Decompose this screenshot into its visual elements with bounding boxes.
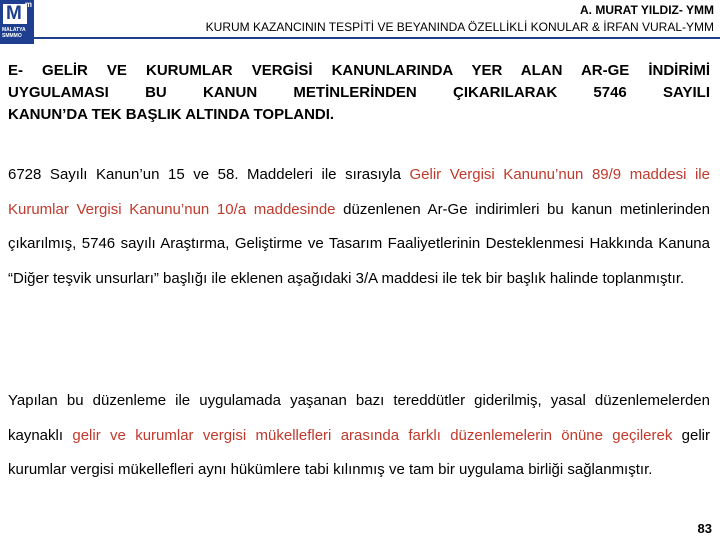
paragraph-1-text-c: başlığı ile eklenen aşağıdaki 3/A maddesi ile tek bir başlık halinde toplanmıştır. [158,269,685,287]
page-number: 83 [697,521,712,536]
paragraph-1-highlight: Gelir Vergisi Kanunu’nun 89/9 maddesi ile Kurumlar Vergisi Kanunu’nun 10/a maddesinde [8,166,710,218]
title-line-1: E- GELİR VE KURUMLAR VERGİSİ KANUNLARINDA YER ALAN AR-GE İNDİRİMİ [8,62,710,79]
logo-sup: m [24,0,32,9]
logo-letter [3,4,27,24]
header-divider [34,37,720,39]
paragraph-2-highlight: gelir ve kurumlar vergisi mükellefleri arasında farklı düzenlemelerin önüne geçilerek [72,426,673,444]
header-subtitle: KURUM KAZANCININ TESPİTİ VE BEYANINDA ÖZELLİKLİ KONULAR & İRFAN VURAL-YMM [205,20,714,34]
paragraph-1-text-a: 6728 Sayılı Kanun’un 15 ve 58. Maddeleri ile sırasıyla [8,166,410,183]
paragraph-2-text-b: gelir kurumlar vergisi mükellefleri aynı hükümlere tabi kılınmış ve tam bir uygulama birliği sağlanmıştır. [8,426,710,478]
logo [0,0,34,44]
paragraph-1 [8,158,710,296]
title-line-3: KANUN’DA TEK BAŞLIK ALTINDA TOPLANDI. [8,106,335,123]
paragraph-1-quote: “Diğer teşvik unsurları” [8,269,159,287]
paragraph-2-text-a: Yapılan bu düzenleme ile uygulamada yaşanan bazı tereddütler giderilmiş, yasal düzenlemelerden kaynaklı [8,392,710,444]
logo-subtext: MALATYA SMMMO [2,27,26,39]
title-line-2: UYGULAMASI BU KANUN METİNLERİNDEN ÇIKARILARAK 5746 SAYILI [8,84,710,101]
paragraph-1-text-b: düzenlenen Ar-Ge indirimleri bu kanun metinlerinden çıkarılmış, 5746 sayılı Araştırma, Geliştirme ve Tasarım Faaliyetlerinin Desteklenmesi Hakkında Kanuna [8,200,710,252]
section-title [8,60,710,126]
paragraph-2 [8,384,710,488]
header-author: A. MURAT YILDIZ- YMM [580,3,714,17]
